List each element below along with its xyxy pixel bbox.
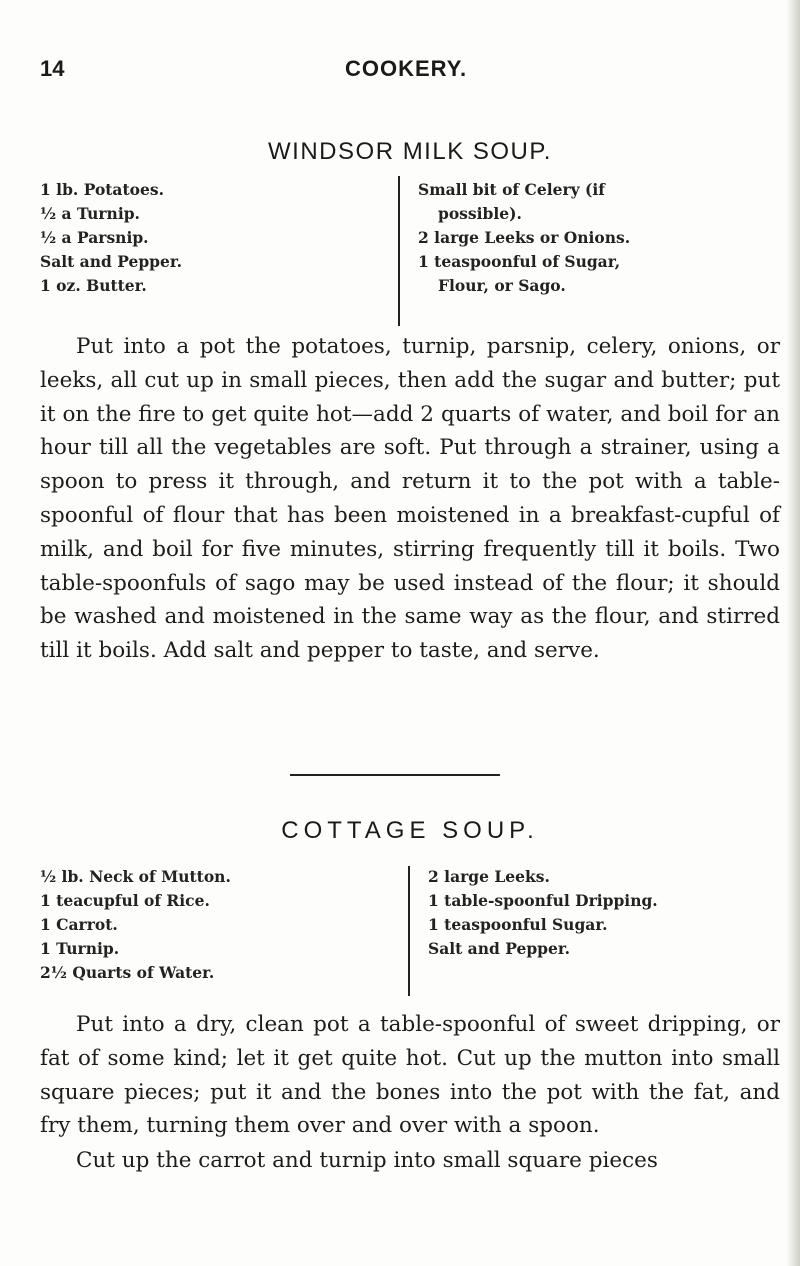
page-number: 14 (40, 56, 65, 81)
ingredient-item: 1 teaspoonful Sugar. (428, 915, 608, 934)
recipe-method (40, 330, 780, 668)
column-divider (398, 176, 400, 326)
ingredients-list-right (418, 178, 630, 298)
ingredient-item: Salt and Pepper. (428, 939, 571, 958)
ingredient-item: Salt and Pepper. (40, 252, 183, 271)
ingredient-item: Small bit of Celery (if (418, 180, 605, 199)
ingredient-item: 1 table-spoonful Dripping. (428, 891, 658, 910)
ingredient-item: 2 large Leeks. (428, 867, 550, 886)
page-edge-shadow (786, 0, 800, 1266)
ingredient-item: 1 teacupful of Rice. (40, 891, 210, 910)
ingredients-list-left (40, 178, 182, 298)
column-divider (408, 866, 410, 996)
section-divider-rule (290, 774, 500, 776)
ingredient-item: 1 Turnip. (40, 939, 120, 958)
recipe-method (40, 1008, 780, 1143)
ingredient-item-continuation: Flour, or Sago. (438, 276, 566, 295)
method-paragraph: Put into a dry, clean pot a table-spoonful of sweet dripping, or fat of some kind; let it get quite hot. Cut up the mutton into small square pieces; put it and the bones into the pot with the fat, and fry them, turning them over and over with a spoon. (40, 1012, 780, 1139)
ingredient-item: 2½ Quarts of Water. (40, 963, 215, 982)
ingredient-item: 1 oz. Butter. (40, 276, 147, 295)
running-head (40, 56, 780, 88)
method-paragraph: Put into a pot the potatoes, turnip, parsnip, celery, onions, or leeks, all cut up in small pieces, then add the sugar and butter; put it on the fire to get quite hot—add 2 quarts of water, and boil for an hour till all the vegetables are soft. Put through a strainer, using a spoon to press it through, and return it to the pot with a table-spoonful of flour that has been moistened in a breakfast-cupful of milk, and boil for five minutes, stirring frequently till it boils. Two table-spoonfuls of sago may be used instead of the flour; it should be washed and moistened in the same way as the flour, and stirred till it boils. Add salt and pepper to taste, and serve. (40, 334, 780, 664)
ingredients-list-right (428, 865, 658, 961)
ingredient-item-continuation: possible). (438, 204, 522, 223)
recipe-title-cottage-soup: COTTAGE SOUP. (281, 817, 539, 844)
ingredient-item: 1 teaspoonful of Sugar, (418, 252, 621, 271)
ingredient-item: ½ lb. Neck of Mutton. (40, 867, 231, 886)
ingredient-item: ½ a Turnip. (40, 204, 140, 223)
ingredient-item: 1 lb. Potatoes. (40, 180, 164, 199)
ingredient-item: 2 large Leeks or Onions. (418, 228, 631, 247)
running-title: COOKERY. (345, 56, 468, 81)
method-paragraph: Cut up the carrot and turnip into small square pieces (76, 1148, 658, 1173)
ingredient-item: 1 Carrot. (40, 915, 118, 934)
recipe-method-continued (40, 1144, 780, 1178)
ingredient-item: ½ a Parsnip. (40, 228, 149, 247)
ingredients-list-left (40, 865, 231, 985)
recipe-title-windsor-milk-soup: WINDSOR MILK SOUP. (268, 138, 552, 165)
